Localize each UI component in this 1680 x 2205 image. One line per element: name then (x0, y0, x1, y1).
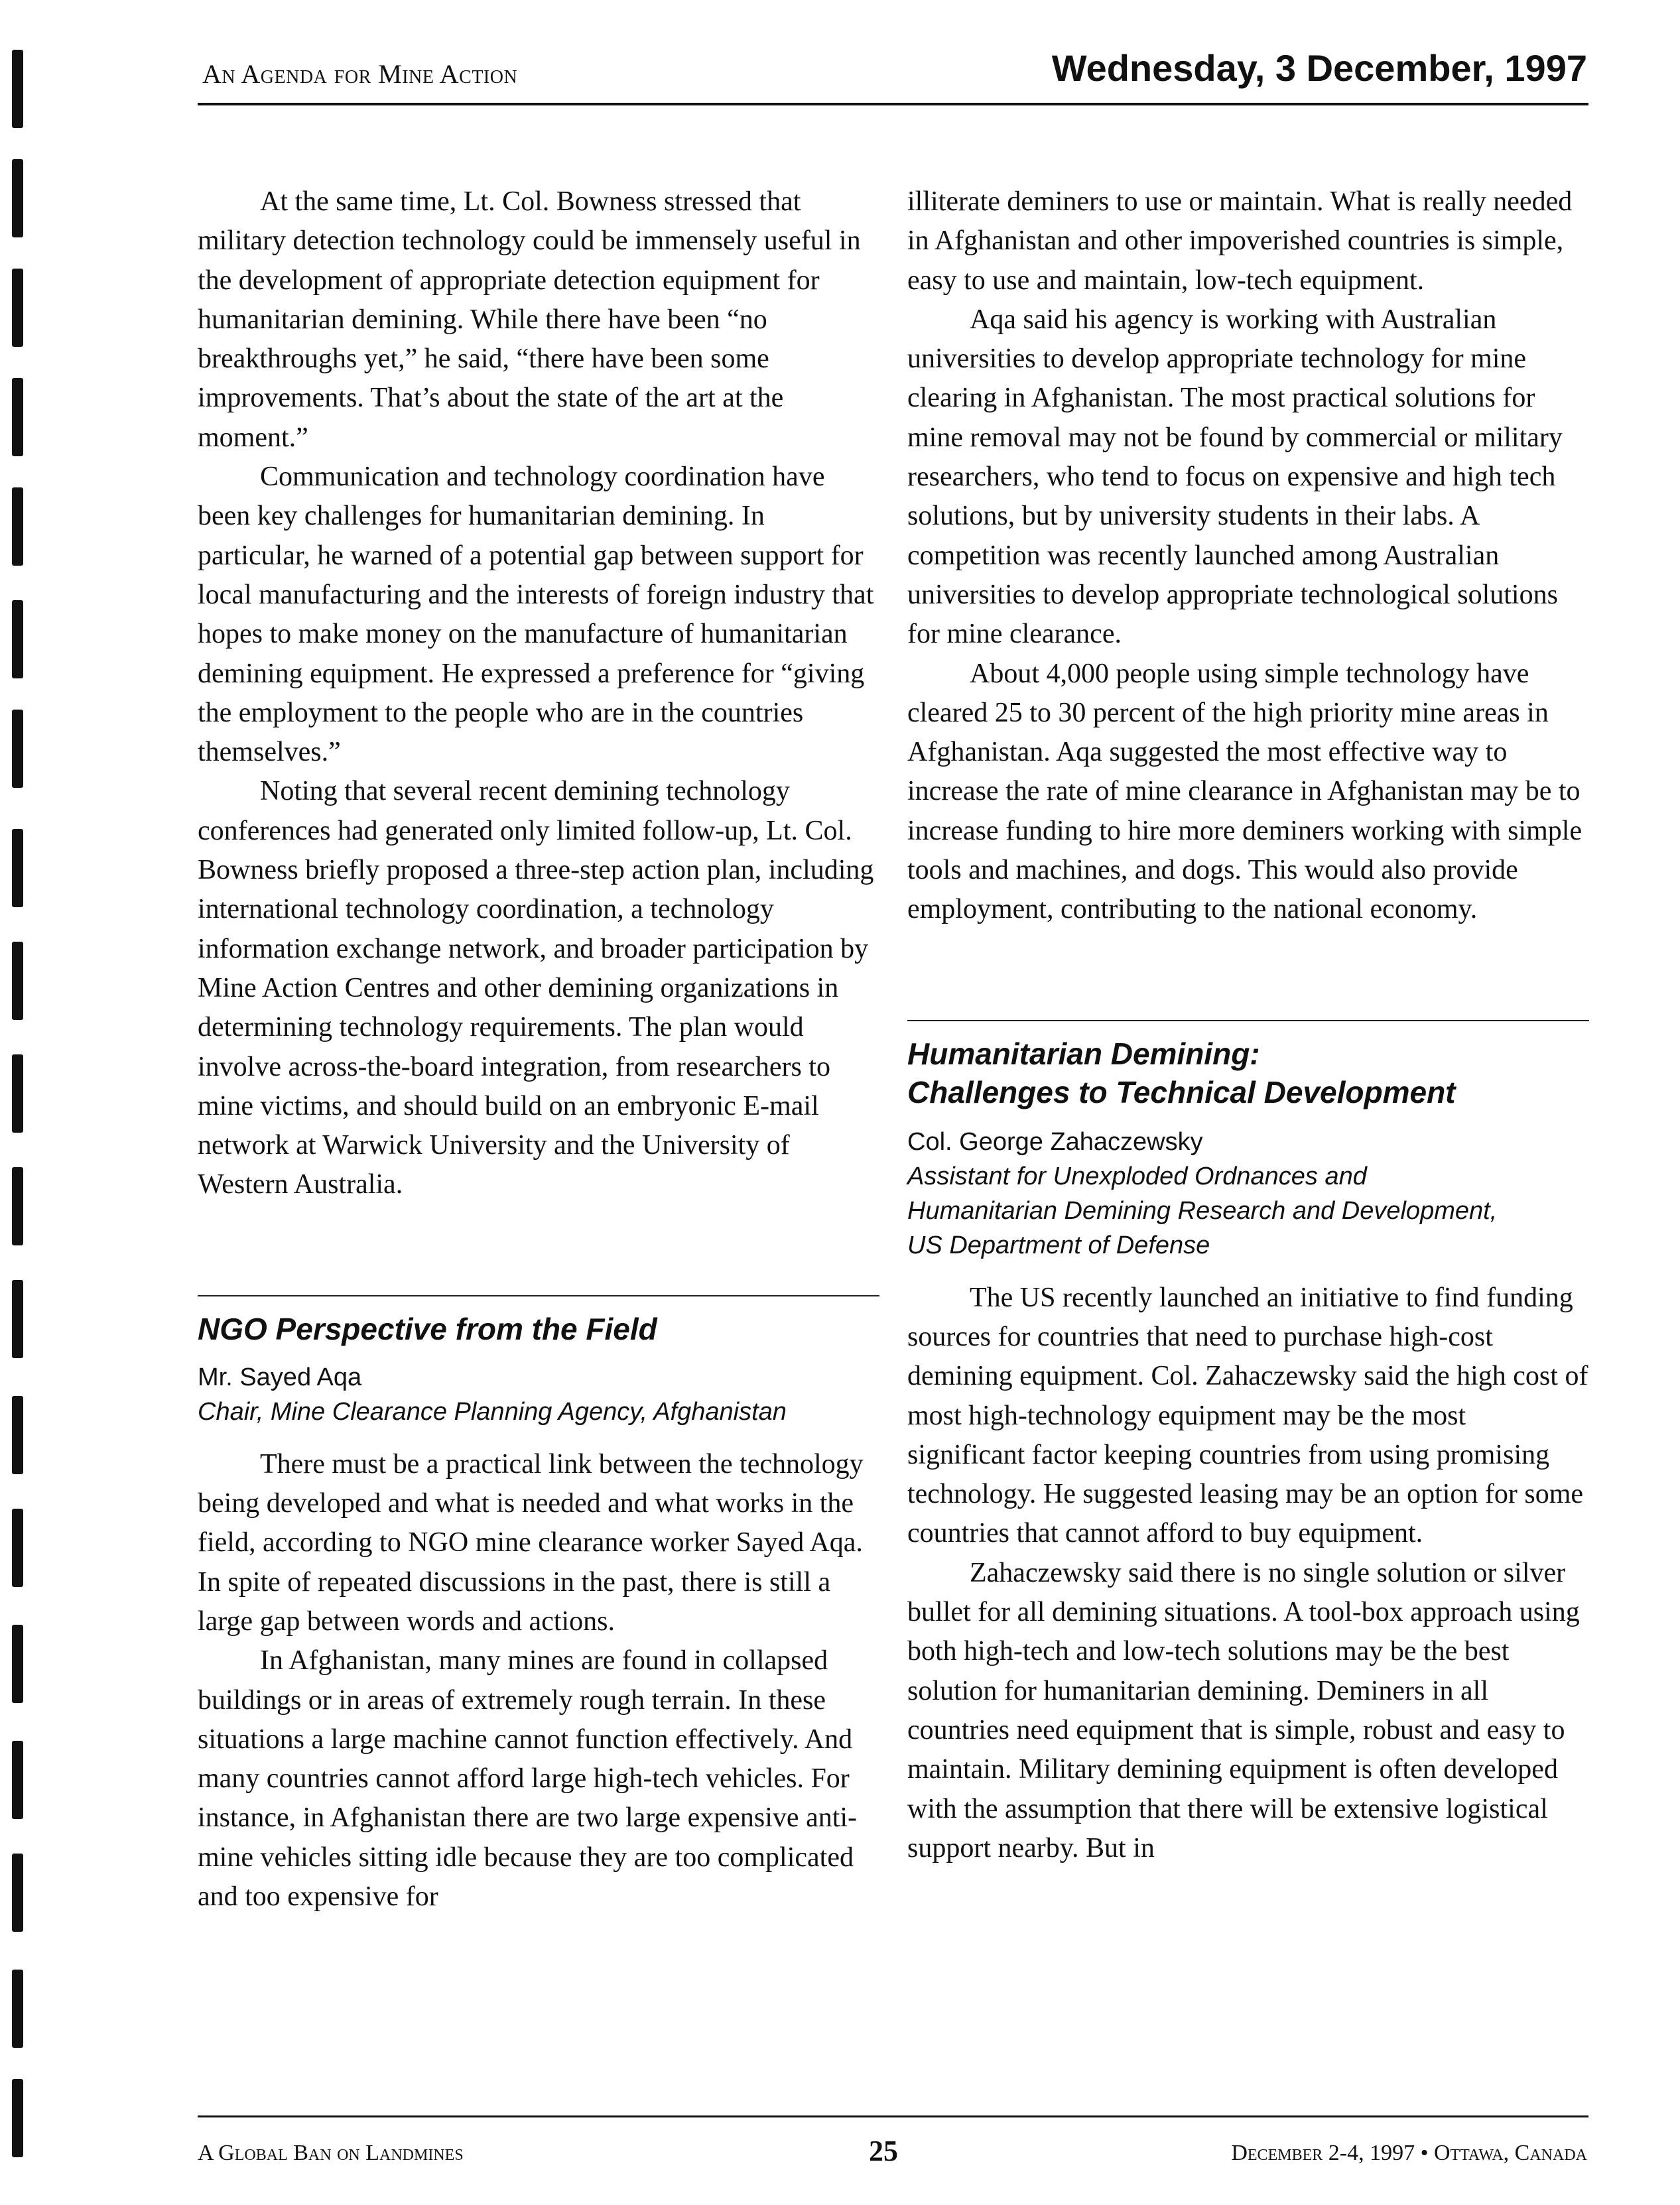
body-paragraph: Zahaczewsky said there is no single solution or silver bullet for all demining situations. A tool-box approach using both high-tech and low-tech solutions may be the best solution for humanitarian demining. Deminers in all countries need equipment that is simple, robust and easy to maintain. Military demining equipment is often developed with the assumption that there will be extensive logistical support nearby. But in (907, 1557, 1580, 1863)
running-header-date: Wednesday, 3 December, 1997 (1051, 47, 1587, 89)
speaker-name: Col. George Zahaczewsky (907, 1127, 1203, 1156)
body-paragraph: illiterate deminers to use or maintain. What is really needed in Afghanistan and other impoverished countries is simple, easy to use and maintain, low-tech equipment. (907, 186, 1573, 296)
speaker-name: Mr. Sayed Aqa (198, 1363, 362, 1391)
section-title (907, 1035, 1589, 1111)
binder-mark (12, 1970, 23, 2048)
binder-mark (12, 50, 23, 128)
body-paragraph: Aqa said his agency is working with Australian universities to develop appropriate technology for mine clearing in Afghanistan. The most practical solutions for mine removal may not be found by commercial or military researchers, who tend to focus on expensive and high tech solutions, but by university students in their labs. A competition was recently launched among Australian universities to develop appropriate technological solutions for mine clearance. (907, 304, 1563, 650)
binder-mark (12, 2079, 23, 2157)
binder-mark (12, 942, 23, 1020)
section-divider (907, 1020, 1589, 1021)
footer-publication: A Global Ban on Landmines (198, 2141, 464, 2165)
body-paragraph: Communication and technology coordination have been key challenges for humanitarian demining. In particular, he warned of a potential gap between support for local manufacturing and the interests of foreign industry that hopes to make money on the manufacture of humanitarian demining equipment. He expressed a preference for “giving the employment to the people who are in the countries themselves.” (198, 462, 874, 768)
left-column (198, 182, 879, 1917)
section-divider (198, 1295, 879, 1296)
binder-mark (12, 159, 23, 237)
speaker-affiliation: Assistant for Unexploded Ordnances and (907, 1162, 1367, 1190)
section-title: NGO Perspective from the Field (198, 1311, 657, 1346)
binder-mark (12, 829, 23, 907)
header-divider (198, 103, 1588, 105)
page-number: 25 (869, 2135, 898, 2167)
body-paragraph: About 4,000 people using simple technology have cleared 25 to 30 percent of the high priority mine areas in Afghanistan. Aqa suggested the most effective way to increase the rate of mine clearance in Afghanistan may be to increase funding to hire more deminers working with simple tools and machines, and dogs. This would also provide employment, contributing to the national economy. (907, 658, 1583, 925)
speaker-affiliation: Chair, Mine Clearance Planning Agency, Afghanistan (198, 1397, 787, 1426)
body-paragraph: There must be a practical link between the technology being developed and what is needed and what works in the field, according to NGO mine clearance worker Sayed Aqa. In spite of repeated discussions in the past, there is still a large gap between words and actions. (198, 1448, 864, 1637)
footer-event-date: December 2-4, 1997 • Ottawa, Canada (1231, 2141, 1587, 2165)
section-title-line: Challenges to Technical Development (907, 1074, 1456, 1109)
body-paragraph: In Afghanistan, many mines are found in collapsed buildings or in areas of extremely rough terrain. In these situations a large machine cannot function effectively. And many countries cannot afford large high-tech vehicles. For instance, in Afghanistan there are two large expensive anti-mine vehicles sitting idle because they are too complicated and too expensive for (198, 1645, 858, 1912)
binder-mark (12, 1167, 23, 1245)
right-column (907, 182, 1589, 1868)
binder-mark (12, 1396, 23, 1474)
binder-mark (12, 1854, 23, 1932)
body-paragraph: Noting that several recent demining technology conferences had generated only limited follow-up, Lt. Col. Bowness briefly proposed a three-step action plan, including international technology coordination, a technology information exchange network, and broader participation by Mine Action Centres and other demining organizations in determining technology requirements. The plan would involve across-the-board integration, from researchers to mine victims, and should build on an embryonic E-mail network at Warwick University and the University of Western Australia. (198, 776, 874, 1200)
speaker-affiliation: US Department of Defense (907, 1231, 1210, 1259)
footer-divider (198, 2115, 1588, 2117)
binder-mark (12, 269, 23, 347)
body-paragraph: The US recently launched an initiative to find funding sources for countries that need to purchase high-cost demining equipment. Col. Zahaczewsky said the high cost of most high-technology equipment may be the most significant factor keeping countries from using promising technology. He suggested leasing may be an option for some countries that cannot afford to buy equipment. (907, 1282, 1588, 1549)
binder-margin-marks (12, 40, 25, 2162)
binder-mark (12, 378, 23, 456)
binder-mark (12, 710, 23, 788)
binder-mark (12, 487, 23, 566)
binder-mark (12, 1054, 23, 1133)
binder-mark (12, 600, 23, 678)
section-title-line: Humanitarian Demining: (907, 1036, 1260, 1071)
binder-mark (12, 1625, 23, 1703)
binder-mark (12, 1280, 23, 1358)
speaker-affiliation: Humanitarian Demining Research and Development, (907, 1196, 1498, 1225)
running-header-title: An Agenda for Mine Action (202, 59, 518, 89)
binder-mark (12, 1509, 23, 1587)
body-paragraph: At the same time, Lt. Col. Bowness stressed that military detection technology could be immensely useful in the development of appropriate detection equipment for humanitarian demining. While there have been “no breakthroughs yet,” he said, “there have been some improvements. That’s about the state of the art at the moment.” (198, 186, 861, 453)
binder-mark (12, 1741, 23, 1819)
